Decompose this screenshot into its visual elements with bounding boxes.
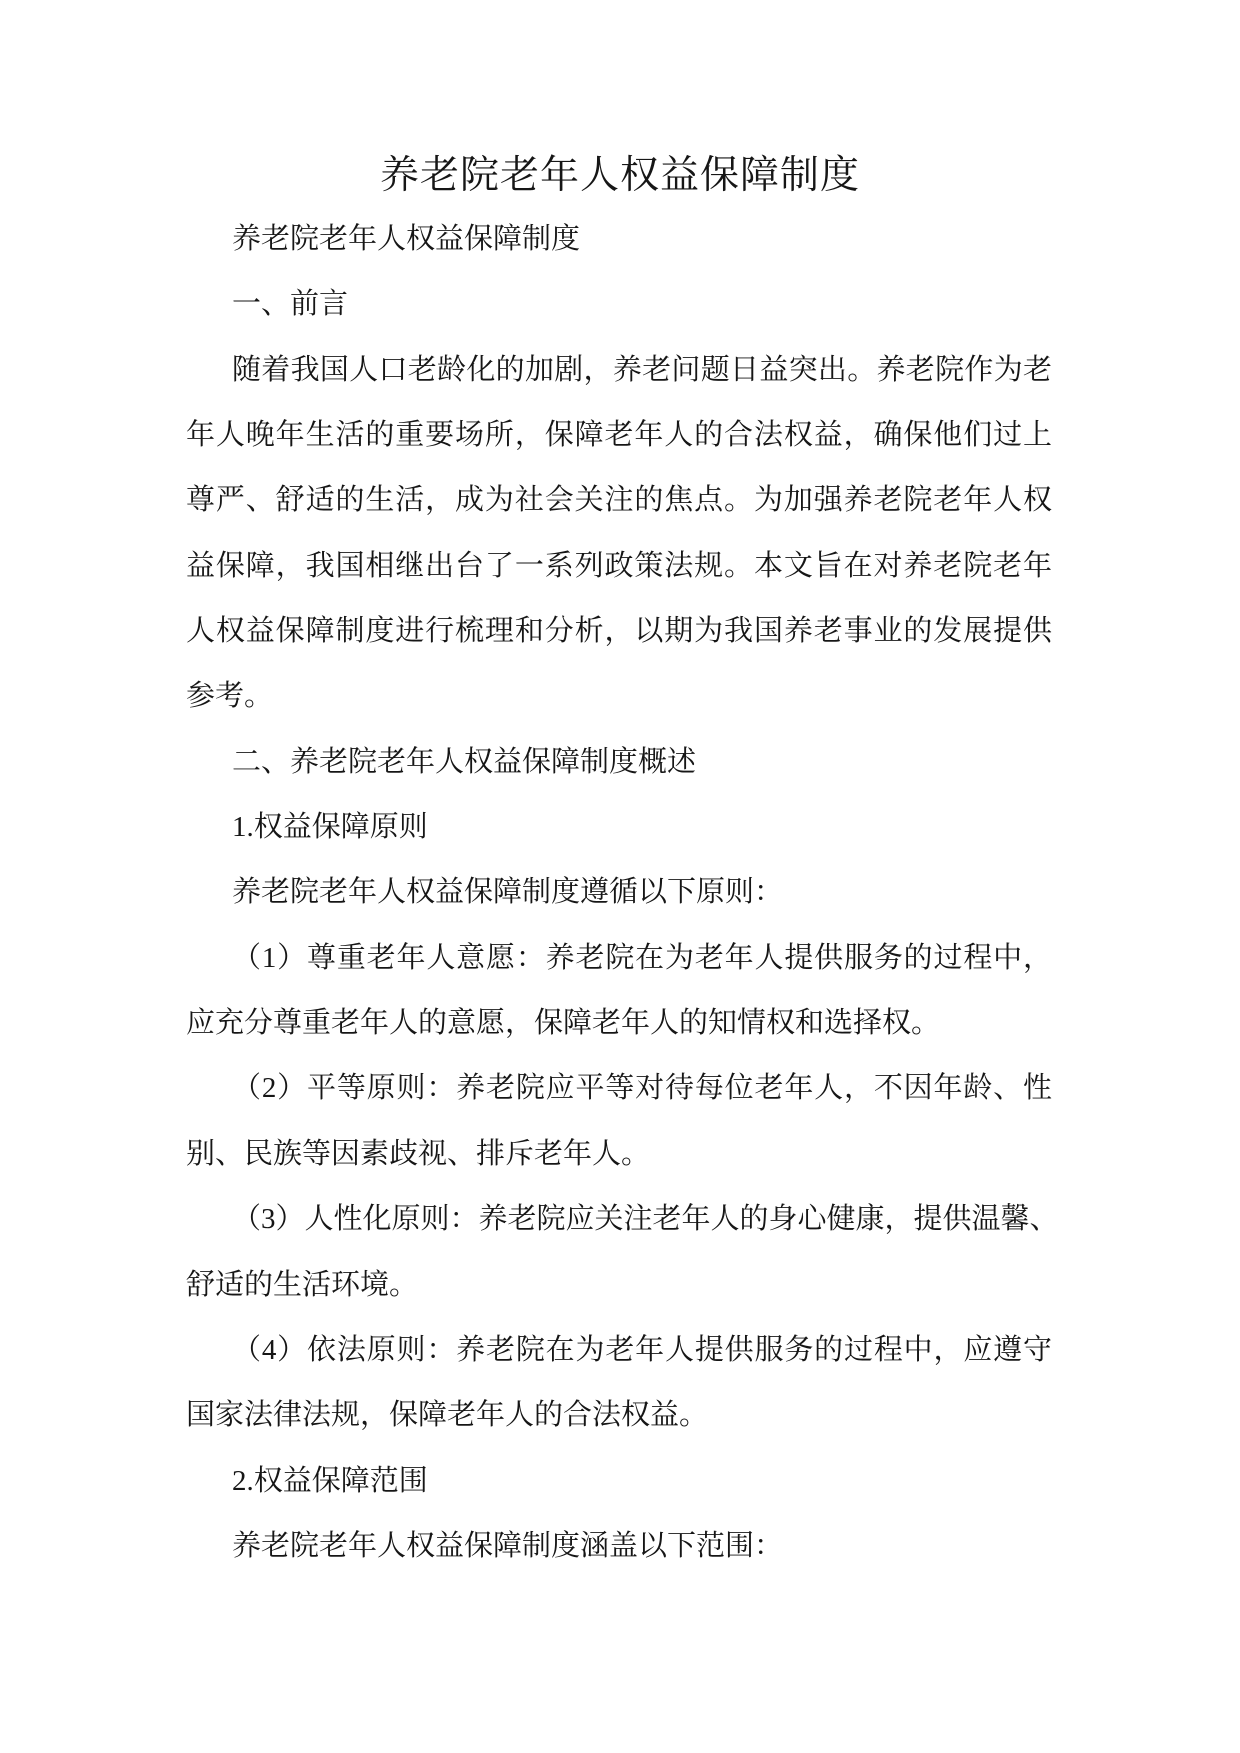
text-line: 舒适的生活环境。: [186, 1268, 419, 1301]
text-line: 随着我国人口老龄化的加剧，养老问题日益突出。养老院作为老: [232, 353, 1052, 386]
document-body: [186, 207, 1059, 1579]
paragraph: [186, 338, 1052, 730]
paragraph: [186, 730, 1052, 795]
text-line: （4）依法原则：养老院在为老年人提供服务的过程中，应遵守: [232, 1333, 1052, 1366]
paragraph: [186, 926, 1052, 1057]
text-line: 养老院老年人权益保障制度涵盖以下范围：: [232, 1529, 784, 1562]
text-line: 二、养老院老年人权益保障制度概述: [232, 745, 697, 778]
document-title: 养老院老年人权益保障制度: [379, 154, 860, 197]
text-line: （1）尊重老年人意愿：养老院在为老年人提供服务的过程中，: [232, 941, 1052, 974]
text-line: 年人晚年生活的重要场所，保障老年人的合法权益，确保他们过上: [186, 419, 1052, 452]
text-line: 养老院老年人权益保障制度遵循以下原则：: [232, 876, 784, 909]
text-line: 益保障，我国相继出台了一系列政策法规。本文旨在对养老院老年: [186, 549, 1052, 582]
text-line: （3）人性化原则：养老院应关注老年人的身心健康，提供温馨、: [232, 1203, 1059, 1236]
text-line: 参考。: [186, 680, 274, 713]
paragraph: [186, 1187, 1059, 1318]
text-line: 国家法律法规，保障老年人的合法权益。: [186, 1399, 709, 1432]
text-line: 应充分尊重老年人的意愿，保障老年人的知情权和选择权。: [186, 1007, 941, 1040]
paragraph: [186, 1449, 1052, 1514]
paragraph: [186, 1056, 1052, 1187]
text-line: 养老院老年人权益保障制度: [232, 223, 581, 255]
text-line: 尊严、舒适的生活，成为社会关注的焦点。为加强养老院老年人权: [186, 484, 1052, 517]
paragraph: [186, 1318, 1052, 1449]
paragraph: [186, 795, 1052, 860]
text-line: 1.权益保障原则: [232, 811, 428, 844]
paragraph: [186, 207, 1052, 272]
text-line: 人权益保障制度进行梳理和分析，以期为我国养老事业的发展提供: [186, 615, 1052, 648]
text-line: 一、前言: [232, 288, 349, 321]
text-line: 2.权益保障范围: [232, 1464, 428, 1497]
paragraph: [186, 1514, 1052, 1579]
text-line: 别、民族等因素歧视、排斥老年人。: [186, 1137, 651, 1170]
paragraph: [186, 860, 1052, 925]
text-line: （2）平等原则：养老院应平等对待每位老年人，不因年龄、性: [232, 1072, 1052, 1105]
paragraph: [186, 272, 1052, 337]
